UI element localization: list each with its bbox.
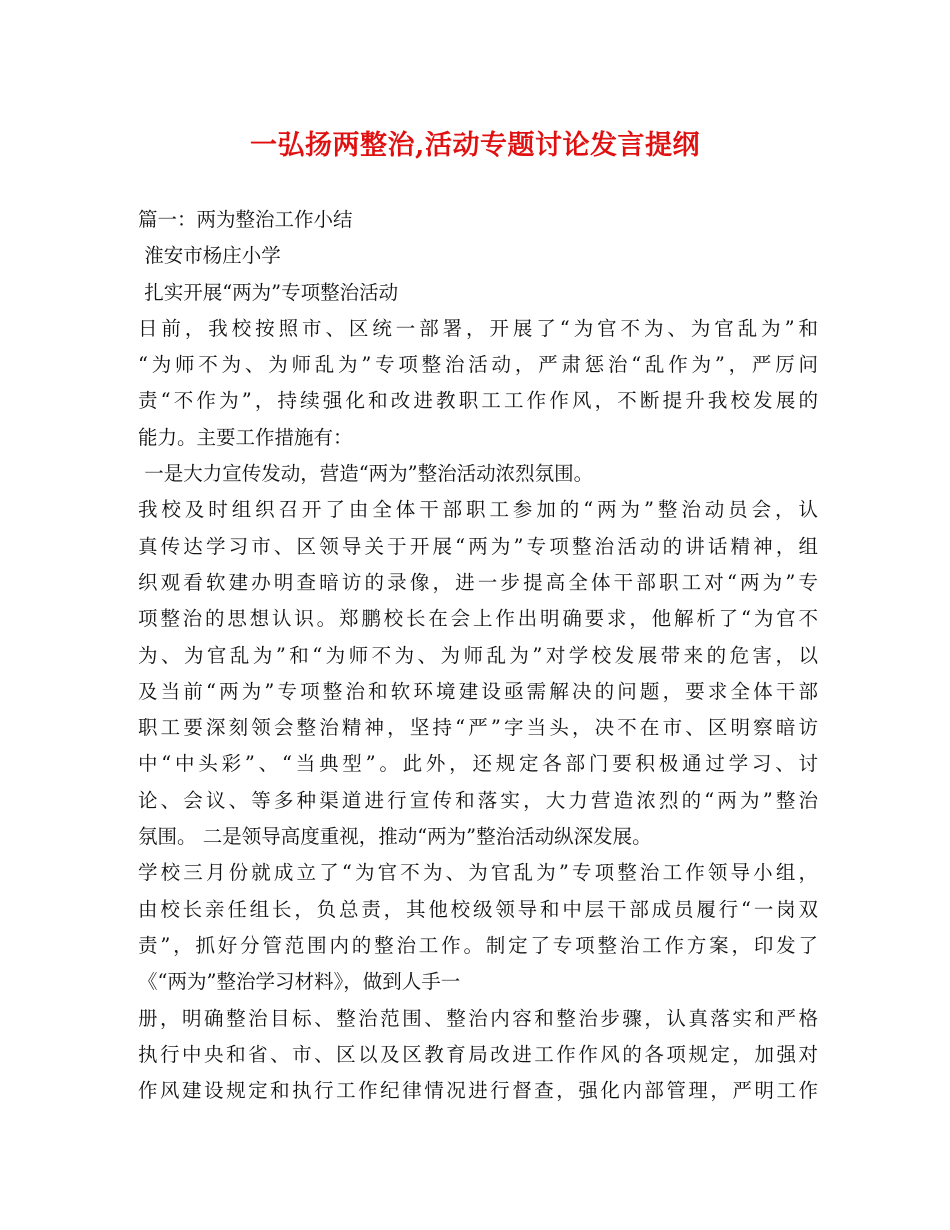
text-line: 《“两为”整治学习材料》，做到人手一 [138,970,461,994]
text-line: 能力。主要工作措施有： [138,425,353,449]
text-line: 及当前“两为”专项整治和软环境建设亟需解决的问题，要求全体干部 [138,679,818,703]
text-line: 由校长亲任组长，负总责，其他校级领导和中层干部成员履行“一岗双 [138,897,818,921]
text-line: 责”，抓好分管范围内的整治工作。制定了专项整治工作方案，印发了 [138,933,818,957]
text-line: 真传达学习市、区领导关于开展“两为”专项整治活动的讲话精神，组 [138,534,818,558]
text-line: 我校及时组织召开了由全体干部职工参加的“两为”整治动员会，认 [138,498,818,522]
text-line: 扎实开展“两为”专项整治活动 [138,280,399,304]
document-body [138,202,818,1109]
text-line: 职工要深刻领会整治精神，坚持“严”字当头，决不在市、区明察暗访 [138,716,818,740]
text-line: 中“中头彩”、“当典型”。此外，还规定各部门要积极通过学习、讨 [138,752,818,776]
text-line: “为师不为、为师乱为”专项整治活动，严肃惩治“乱作为”，严厉问 [138,353,818,377]
text-line: 氛围。 二是领导高度重视，推动“两为”整治活动纵深发展。 [138,825,652,849]
text-line: 项整治的思想认识。郑鹏校长在会上作出明确要求，他解析了“为官不 [138,607,818,631]
text-line: 执行中央和省、市、区以及区教育局改进工作作风的各项规定，加强对 [138,1042,818,1066]
text-line: 册，明确整治目标、整治范围、整治内容和整治步骤，认真落实和严格 [138,1006,818,1030]
text-line: 淮安市杨庄小学 [138,244,281,268]
text-line: 作风建设规定和执行工作纪律情况进行督查，强化内部管理，严明工作 [138,1079,818,1103]
text-line: 责“不作为”，持续强化和改进教职工工作作风，不断提升我校发展的 [138,389,818,413]
text-line: 论、会议、等多种渠道进行宣传和落实，大力营造浓烈的“两为”整治 [138,788,818,812]
text-line: 日前，我校按照市、区统一部署，开展了“为官不为、为官乱为”和 [138,316,818,340]
text-line: 学校三月份就成立了“为官不为、为官乱为”专项整治工作领导小组， [138,861,818,885]
text-line: 为、为官乱为”和“为师不为、为师乱为”对学校发展带来的危害，以 [138,643,818,667]
text-line: 一是大力宣传发动，营造“两为”整治活动浓烈氛围。 [138,462,594,486]
text-line: 篇一：两为整治工作小结 [138,208,353,231]
text-line: 织观看软建办明查暗访的录像，进一步提高全体干部职工对“两为”专 [138,570,818,594]
document-title: 一弘扬两整治,活动专题讨论发言提纲 [250,130,700,161]
